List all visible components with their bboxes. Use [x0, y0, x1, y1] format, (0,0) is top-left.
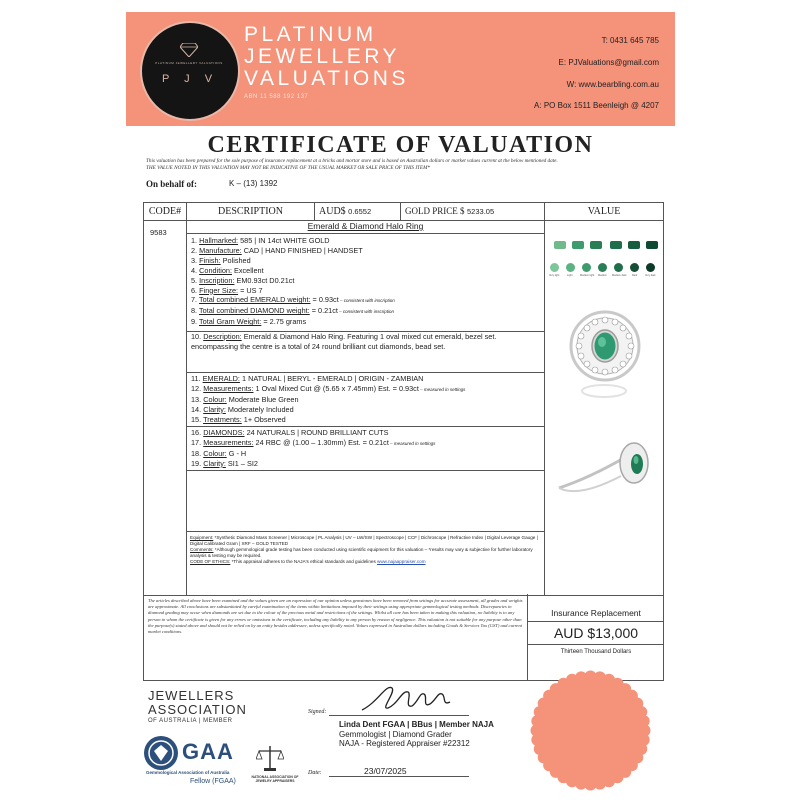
signer-title-2: NAJA - Registered Appraiser #22312	[339, 739, 470, 748]
detail-label: Clarity:	[203, 404, 226, 414]
detail-line	[187, 276, 544, 286]
line-number: 11.	[191, 374, 201, 383]
detail-line	[187, 415, 544, 425]
detail-label: Treatments:	[203, 414, 242, 424]
contact-address: A: PO Box 1511 Beenleigh @ 4207	[534, 101, 659, 110]
emerald-swatch	[610, 241, 622, 249]
detail-value: Excellent	[231, 265, 264, 275]
emerald-swatch	[572, 241, 584, 249]
line-number: 5.	[191, 275, 198, 285]
signer-title-1: Gemmologist | Diamond Grader	[339, 729, 452, 739]
detail-line	[187, 449, 544, 459]
detail-value: = 0.93ct	[310, 295, 339, 305]
emerald-swatch	[554, 241, 566, 249]
insurance-value: AUD $13,000	[528, 621, 664, 645]
details-group-diamonds	[187, 427, 544, 471]
date-label: Date:	[308, 770, 322, 776]
naja-subtitle: NATIONAL ASSOCIATION OF JEWELRY APPRAISERS	[251, 775, 299, 783]
detail-label: Colour:	[203, 394, 227, 404]
ring-top-view-image	[562, 303, 648, 389]
ring-reflection-image	[574, 381, 634, 409]
signer-details	[339, 720, 494, 749]
detail-line	[187, 438, 544, 449]
brand-line-1: PLATINUM	[244, 23, 377, 46]
emerald-swatch	[550, 263, 559, 272]
behalf-label: On behalf of:	[146, 179, 198, 189]
line-number: 1.	[191, 236, 198, 245]
gold-label: GOLD PRICE $	[405, 206, 465, 216]
date-line	[329, 776, 469, 777]
emerald-swatch	[646, 263, 655, 272]
signature-line	[329, 715, 469, 716]
detail-note: – consistent with inscription	[337, 309, 394, 315]
insurance-words: Thirteen Thousand Dollars	[560, 649, 632, 655]
emerald-swatch	[566, 263, 575, 272]
detail-value: Moderately Included	[225, 404, 294, 414]
brand-name	[244, 24, 409, 90]
detail-line	[187, 266, 544, 276]
naja-scales-icon	[256, 743, 284, 773]
line-number: 3.	[191, 255, 198, 265]
detail-label: Total Gram Weight:	[199, 317, 262, 327]
detail-label: Manufacture:	[199, 245, 242, 255]
abn-number: ABN 11 588 192 137	[244, 94, 309, 100]
aud-header	[315, 203, 401, 220]
description-text	[187, 332, 544, 351]
ja-line-1: JEWELLERS	[148, 688, 235, 703]
line-number: 12.	[191, 383, 202, 393]
date-value: 23/07/2025	[364, 766, 407, 776]
pjv-logo	[140, 21, 240, 121]
detail-label: Total combined EMERALD weight:	[199, 295, 311, 305]
detail-line	[187, 374, 544, 384]
emerald-swatch	[614, 263, 623, 272]
detail-label: Measurements:	[203, 383, 254, 393]
gold-value: 5233.05	[467, 207, 495, 216]
letterhead	[126, 12, 675, 126]
intro-line-2: THE VALUE NOTED IN THIS VALUATION MAY NOT BE INDICATIVE OF THE USUAL MARKET OR SALE PRICE OF THIS ITEM*	[146, 165, 431, 171]
comments-label: Comments:	[190, 547, 214, 553]
detail-value: 585 | IN 14ct WHITE GOLD	[238, 236, 330, 245]
description-group	[187, 332, 544, 373]
emerald-swatch	[590, 241, 602, 249]
detail-label: Inscription:	[199, 275, 235, 285]
description-header: DESCRIPTION	[187, 203, 315, 220]
description-label: Description:	[203, 332, 242, 341]
equipment-text: *Synthetic Diamond Mass Screener | Microscope | PL Analysis | UV – LW/SW | Spectroscope | CCF | Dichroscope | Refractive Index | Digital Leverage Gauge | Digital Calibrated Gram | XRF – GOLD TESTED	[190, 535, 538, 547]
line-number: 14.	[191, 404, 202, 414]
swatch-label: Dark	[632, 274, 638, 277]
contact-website: W: www.bearbling.com.au	[566, 80, 659, 89]
aud-label: AUD$	[319, 206, 346, 217]
insurance-box	[527, 594, 664, 680]
ethics-label: CODE OF ETHICS:	[190, 559, 231, 565]
detail-label: Colour:	[203, 448, 227, 458]
detail-value: = US 7	[238, 285, 263, 295]
description-body: Emerald & Diamond Halo Ring. Featuring 1 oval mixed cut emerald, bezel set. encompassing the centre is a total of 24 round brilliant cut diamonds, bead set.	[191, 332, 497, 351]
emerald-swatch	[630, 263, 639, 272]
swatch-label: Medium light	[580, 274, 595, 277]
detail-line	[187, 286, 544, 296]
ja-subtitle: OF AUSTRALIA | MEMBER	[148, 718, 233, 724]
line-number: 2.	[191, 245, 198, 255]
swatch-label: Light	[567, 274, 573, 277]
swatch-label: Very light	[549, 274, 560, 277]
detail-label: Total combined DIAMOND weight:	[199, 306, 310, 316]
detail-value: G - H	[226, 448, 247, 458]
equipment-notes	[187, 533, 544, 565]
line-number: 4.	[191, 265, 198, 275]
detail-value: Polished	[220, 255, 251, 265]
gaa-emblem-icon	[144, 736, 178, 770]
certificate-sheet	[126, 12, 675, 787]
disclaimer-section	[143, 594, 664, 681]
line-number: 18.	[191, 448, 202, 458]
item-code: 9583	[150, 228, 167, 237]
gold-price-header	[401, 203, 545, 220]
insurance-label: Insurance Replacement	[551, 608, 641, 618]
brand-line-3: VALUATIONS	[244, 67, 409, 90]
detail-value: SI1 – SI2	[225, 458, 258, 468]
contact-email: E: PJValuations@gmail.com	[558, 58, 659, 67]
detail-value: Moderate Blue Green	[226, 394, 299, 404]
emerald-swatch	[646, 241, 658, 249]
detail-value: 1+ Observed	[241, 414, 286, 424]
detail-value: = 2.75 grams	[261, 317, 307, 327]
signed-label: Signed:	[308, 709, 327, 715]
detail-line	[187, 295, 544, 306]
gaa-logo-text: GAA	[182, 739, 234, 764]
detail-label: Condition:	[199, 265, 232, 275]
detail-label: Finish:	[199, 255, 221, 265]
line-number: 7.	[191, 295, 198, 305]
detail-label: Finger Size:	[199, 285, 239, 295]
swatch-label: Medium dark	[612, 274, 627, 277]
fellow-badge: Fellow (FGAA)	[190, 778, 236, 785]
line-number: 9.	[191, 317, 198, 327]
ethics-text: *This appraisal adheres to the NAJA's ethical standards and guidelines	[230, 559, 378, 565]
value-header: VALUE	[587, 206, 621, 217]
detail-line	[187, 384, 544, 395]
detail-value: 1 Oval Mixed Cut @ (5.65 x 7.45mm) Est. = 0.93ct	[253, 383, 419, 393]
detail-line	[187, 306, 544, 317]
details-group-emerald	[187, 373, 544, 427]
detail-label: EMERALD:	[202, 374, 240, 383]
detail-line	[187, 256, 544, 266]
line-number: 6.	[191, 285, 198, 295]
behalf-value: K – (13) 1392	[229, 179, 278, 188]
line-number: 19.	[191, 458, 202, 468]
line-number: 8.	[191, 306, 198, 316]
detail-label: Hallmarked:	[199, 236, 239, 245]
detail-line	[187, 395, 544, 405]
detail-value: 24 RBC @ (1.00 – 1.30mm) Est. = 0.21ct	[253, 437, 389, 447]
intro-line-1: This valuation has been prepared for the sole purpose of insurance replacement at a bricks and mortar store and is based on Australian dollars or market values current at the below mentioned date.	[146, 158, 558, 164]
detail-value: 1 NATURAL | BERYL - EMERALD | ORIGIN - ZAMBIAN	[239, 374, 424, 383]
line-number: 15.	[191, 414, 202, 424]
table-header	[144, 203, 663, 221]
detail-line	[187, 459, 544, 469]
ring-side-view-image	[549, 428, 659, 503]
line-number: 13.	[191, 394, 202, 404]
equipment-label: Equipment:	[190, 535, 214, 540]
logo-ring-text: PLATINUM JEWELLERY VALUATIONS	[155, 61, 223, 65]
code-header: CODE#	[144, 203, 187, 220]
detail-note: – measured in settings	[388, 440, 436, 446]
comments-text: *Although gemmological grade testing has been conducted using scientific equipment for this valuation – *results may vary & subjective for further laboratory analysis & testing may be required.	[190, 547, 533, 559]
detail-line	[187, 428, 544, 438]
certificate-title: CERTIFICATE OF VALUATION	[207, 132, 594, 158]
gaa-subtitle: Gemmological Association of Australia	[146, 770, 230, 775]
signature-image	[358, 680, 458, 716]
aud-value: 0.6552	[348, 207, 372, 216]
detail-note: – measured in settings	[418, 386, 466, 392]
detail-label: Measurements:	[203, 437, 254, 447]
detail-line	[187, 317, 544, 327]
details-group-general	[187, 234, 544, 332]
emerald-swatch	[598, 263, 607, 272]
logo-initials: P J V	[161, 73, 219, 85]
detail-label: DIAMONDS:	[203, 428, 245, 437]
ja-line-2: ASSOCIATION	[148, 702, 247, 717]
detail-line	[187, 405, 544, 415]
contact-phone: T: 0431 645 785	[601, 36, 659, 45]
column-divider	[544, 220, 545, 595]
detail-line	[187, 246, 544, 256]
brand-line-2: JEWELLERY	[244, 45, 400, 68]
detail-value: = 0.21ct	[309, 306, 338, 316]
detail-note: – consistent with inscription	[338, 298, 395, 304]
swatch-label: Medium	[598, 274, 607, 277]
emerald-swatch	[628, 241, 640, 249]
detail-line	[187, 236, 544, 246]
company-seal	[530, 670, 651, 791]
line-number: 17.	[191, 437, 202, 447]
naja-link[interactable]: www.najaappraiser.com	[377, 559, 426, 565]
detail-value: EM0.93ct D0.21ct	[234, 275, 295, 285]
intro-text	[146, 158, 666, 172]
detail-value: CAD | HAND FINISHED | HANDSET	[241, 245, 363, 255]
divider	[187, 531, 544, 532]
line-number: 10.	[191, 332, 202, 341]
jewellers-association-logo	[148, 689, 247, 717]
swatch-label: Very dark	[645, 274, 656, 277]
disclaimer-text: The articles described above have been examined and the values given are an expression of our opinion unless gemstones have been removed from settings for accurate assessment, all grades and weights are approximate. All conclusions are substantiated by careful examination of the items within limitations imposed by their settings using appropriate gemmological testing methods. Discrepancies in diamond grading may occur when diamonds are set due to the colour of the precious metal and restrictions of the settings. Whilst all care has been taken in making this valuation, no liability is to any person to whom the certificate is given for any errors or omissions in the certificate, including any liability to any person by reason of negligence. This valuation is not suitable for any purpose other than the purpose(s) stated above and should not be relied on by an entity besides addressee, unless specifically noted. Values expressed in Australian dollars including Goods & Services Tax (GST) and current market conditions.	[148, 598, 523, 635]
valuation-table	[143, 202, 664, 596]
detail-value: 24 NATURALS | ROUND BRILLIANT CUTS	[244, 428, 389, 437]
line-number: 16.	[191, 428, 202, 437]
item-title: Emerald & Diamond Halo Ring	[187, 221, 544, 234]
diamond-icon	[180, 43, 198, 57]
emerald-swatch	[582, 263, 591, 272]
detail-label: Clarity:	[203, 458, 226, 468]
signer-name: Linda Dent FGAA | BBus | Member NAJA	[339, 720, 494, 729]
